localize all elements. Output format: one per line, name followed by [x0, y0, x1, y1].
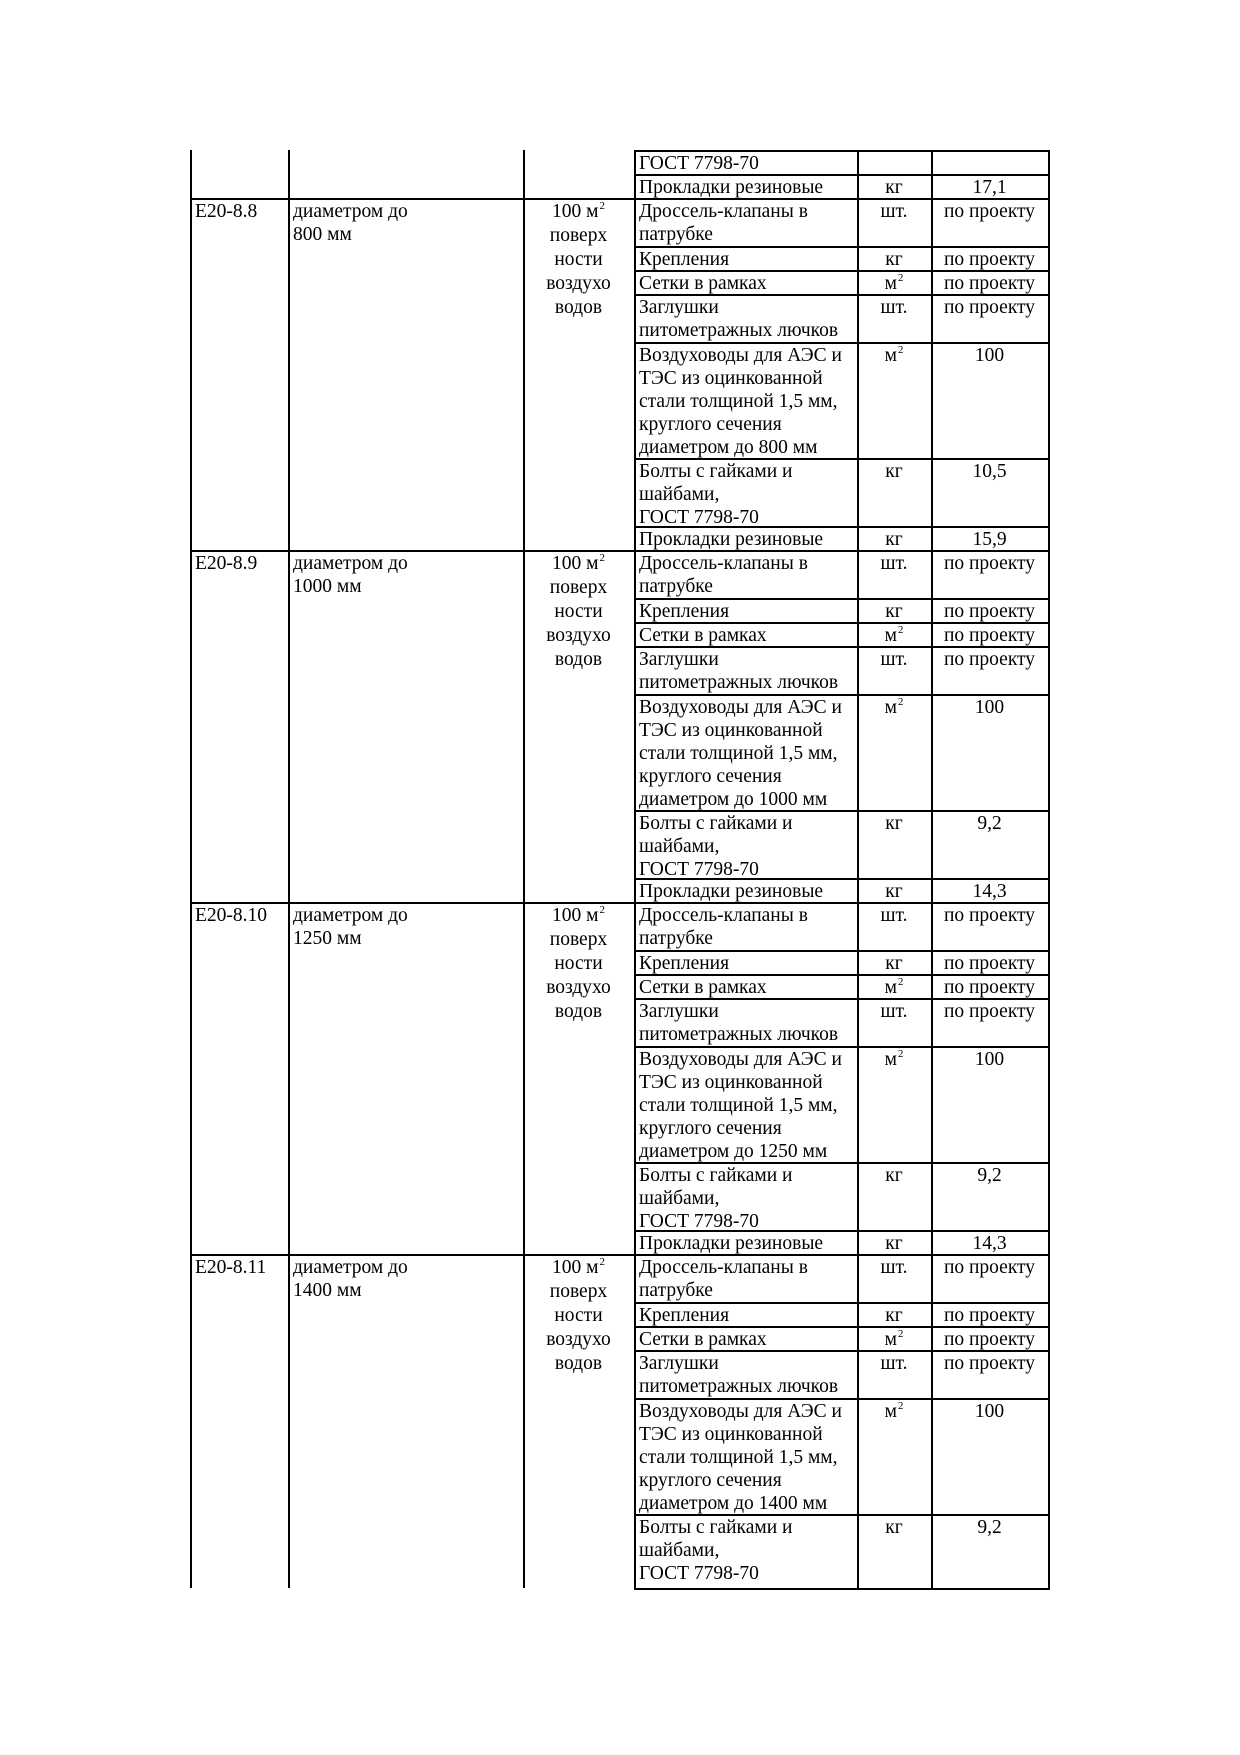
row-description: диаметром до 1400 мм [293, 1257, 408, 1301]
resource-quantity: по проекту [943, 1305, 1036, 1326]
unit-line: 100 $м^2$ [552, 904, 605, 926]
unit-line: ности [554, 953, 603, 974]
resource-quantity: 100 [974, 1401, 1005, 1422]
resource-quantity: по проекту [943, 625, 1036, 646]
resource-unit: шт. [880, 1257, 908, 1278]
resource-unit: шт. [880, 297, 908, 318]
resource-quantity: по проекту [943, 1257, 1036, 1278]
resource-name: Прокладки резиновые [639, 177, 824, 198]
unit-line: поверх [549, 577, 608, 598]
resource-unit: кг [885, 953, 903, 974]
resource-quantity: по проекту [943, 553, 1036, 574]
resource-name: Воздуховоды для АЭС и ТЭС из оцинкованной стали толщиной 1,5 мм, круглого сечения диаметром до 800 мм [639, 345, 842, 458]
resource-quantity: 9,2 [977, 813, 1002, 834]
resource-name: Прокладки резиновые [639, 529, 824, 550]
resource-name: Крепления [639, 601, 730, 622]
resource-quantity: по проекту [943, 649, 1036, 670]
resource-name: Заглушки питометражных лючков [639, 297, 839, 341]
resource-unit: $м^2$ [884, 1328, 904, 1350]
resource-name: Крепления [639, 953, 730, 974]
resource-unit: кг [885, 249, 903, 270]
resource-name: Сетки в рамках [639, 1329, 767, 1350]
unit-line: воздухо [546, 273, 611, 294]
superscript-2: 2 [897, 976, 904, 988]
resource-name: Воздуховоды для АЭС и ТЭС из оцинкованной стали толщиной 1,5 мм, круглого сечения диаметром до 1000 мм [639, 697, 842, 810]
resource-quantity: 15,9 [972, 529, 1007, 550]
resource-quantity: 9,2 [977, 1165, 1002, 1186]
resource-quantity: по проекту [943, 1353, 1036, 1374]
resource-name: Дроссель-клапаны в патрубке [639, 905, 808, 949]
resource-name: Заглушки питометражных лючков [639, 1001, 839, 1045]
resource-quantity: по проекту [943, 601, 1036, 622]
resource-quantity: по проекту [943, 905, 1036, 926]
superscript-2: 2 [599, 200, 605, 212]
resource-quantity: 100 [974, 1049, 1005, 1070]
resource-quantity: 100 [974, 345, 1005, 366]
unit-line: водов [554, 649, 603, 670]
resource-quantity: 9,2 [977, 1517, 1002, 1538]
resource-name: Воздуховоды для АЭС и ТЭС из оцинкованной стали толщиной 1,5 мм, круглого сечения диаметром до 1250 мм [639, 1049, 842, 1162]
resource-unit: кг [885, 1305, 903, 1326]
resource-quantity: по проекту [943, 249, 1036, 270]
resource-unit: $м^2$ [884, 344, 904, 366]
resource-name: Сетки в рамках [639, 625, 767, 646]
resource-unit: $м^2$ [884, 696, 904, 718]
table-horizontal-rule [634, 1588, 1050, 1590]
resource-quantity: 100 [974, 697, 1005, 718]
resource-unit: кг [885, 813, 903, 834]
unit-line: поверх [549, 225, 608, 246]
resource-quantity: по проекту [943, 1001, 1036, 1022]
resource-name: Крепления [639, 249, 730, 270]
row-code: Е20-8.10 [195, 905, 268, 926]
superscript-2: 2 [599, 904, 605, 916]
resource-name: Болты с гайками и шайбами, ГОСТ 7798-70 [639, 461, 793, 528]
unit-line: 100 $м^2$ [552, 200, 605, 222]
resource-unit: $м^2$ [884, 272, 904, 294]
unit-line: ности [554, 249, 603, 270]
unit-line: водов [554, 1353, 603, 1374]
resource-quantity: по проекту [943, 977, 1036, 998]
row-description: диаметром до 1000 мм [293, 553, 408, 597]
resource-name: Прокладки резиновые [639, 881, 824, 902]
row-description: диаметром до 800 мм [293, 201, 408, 245]
resource-unit: кг [885, 461, 903, 482]
resource-unit: шт. [880, 905, 908, 926]
resource-quantity: 17,1 [972, 177, 1007, 198]
unit-line: 100 $м^2$ [552, 552, 605, 574]
superscript-2: 2 [897, 1400, 904, 1412]
row-code: Е20-8.8 [195, 201, 258, 222]
resource-unit: кг [885, 1233, 903, 1254]
resource-name: Воздуховоды для АЭС и ТЭС из оцинкованной стали толщиной 1,5 мм, круглого сечения диаметром до 1400 мм [639, 1401, 842, 1514]
resource-unit: кг [885, 601, 903, 622]
resource-name: Сетки в рамках [639, 977, 767, 998]
resource-unit: шт. [880, 553, 908, 574]
resource-name: Крепления [639, 1305, 730, 1326]
table-vertical-rule [190, 150, 192, 1588]
resource-name: Дроссель-клапаны в патрубке [639, 553, 808, 597]
resource-quantity: по проекту [943, 953, 1036, 974]
resource-unit: кг [885, 177, 903, 198]
resource-unit: $м^2$ [884, 1400, 904, 1422]
resource-unit: $м^2$ [884, 624, 904, 646]
resource-unit: шт. [880, 649, 908, 670]
unit-line: ности [554, 601, 603, 622]
resource-name: Болты с гайками и шайбами, ГОСТ 7798-70 [639, 813, 793, 880]
resource-quantity: по проекту [943, 1329, 1036, 1350]
resource-quantity: 14,3 [972, 881, 1007, 902]
row-code: Е20-8.11 [195, 1257, 267, 1278]
resource-unit: кг [885, 1517, 903, 1538]
superscript-2: 2 [897, 1048, 904, 1060]
unit-line: 100 $м^2$ [552, 1256, 605, 1278]
resource-quantity: по проекту [943, 273, 1036, 294]
table-vertical-rule [634, 150, 636, 1588]
resource-name: Прокладки резиновые [639, 1233, 824, 1254]
resource-unit: кг [885, 1165, 903, 1186]
superscript-2: 2 [599, 552, 605, 564]
unit-line: воздухо [546, 625, 611, 646]
resource-name: Болты с гайками и шайбами, ГОСТ 7798-70 [639, 1517, 793, 1584]
superscript-2: 2 [897, 344, 904, 356]
resource-name: Заглушки питометражных лючков [639, 1353, 839, 1397]
resource-quantity: 10,5 [972, 461, 1007, 482]
resource-unit: кг [885, 529, 903, 550]
unit-line: водов [554, 1001, 603, 1022]
resource-unit: шт. [880, 1001, 908, 1022]
unit-line: ности [554, 1305, 603, 1326]
resource-unit: шт. [880, 1353, 908, 1374]
resource-name: Дроссель-клапаны в патрубке [639, 201, 808, 245]
unit-line: воздухо [546, 1329, 611, 1350]
table-vertical-rule [288, 150, 290, 1588]
resource-quantity: 14,3 [972, 1233, 1007, 1254]
resource-name: Сетки в рамках [639, 273, 767, 294]
superscript-2: 2 [599, 1256, 605, 1268]
superscript-2: 2 [897, 696, 904, 708]
resource-name: Заглушки питометражных лючков [639, 649, 839, 693]
superscript-2: 2 [897, 624, 904, 636]
resource-name: Дроссель-клапаны в патрубке [639, 1257, 808, 1301]
resource-unit: кг [885, 881, 903, 902]
table-vertical-rule [1048, 150, 1050, 1588]
resource-quantity: по проекту [943, 297, 1036, 318]
resource-unit: $м^2$ [884, 1048, 904, 1070]
superscript-2: 2 [897, 272, 904, 284]
row-code: Е20-8.9 [195, 553, 258, 574]
unit-line: воздухо [546, 977, 611, 998]
resource-name: ГОСТ 7798-70 [639, 153, 759, 174]
unit-line: водов [554, 297, 603, 318]
resource-quantity: по проекту [943, 201, 1036, 222]
resource-unit: $м^2$ [884, 976, 904, 998]
row-description: диаметром до 1250 мм [293, 905, 408, 949]
superscript-2: 2 [897, 1328, 904, 1340]
unit-line: поверх [549, 929, 608, 950]
resource-name: Болты с гайками и шайбами, ГОСТ 7798-70 [639, 1165, 793, 1232]
unit-line: поверх [549, 1281, 608, 1302]
resource-unit: шт. [880, 201, 908, 222]
